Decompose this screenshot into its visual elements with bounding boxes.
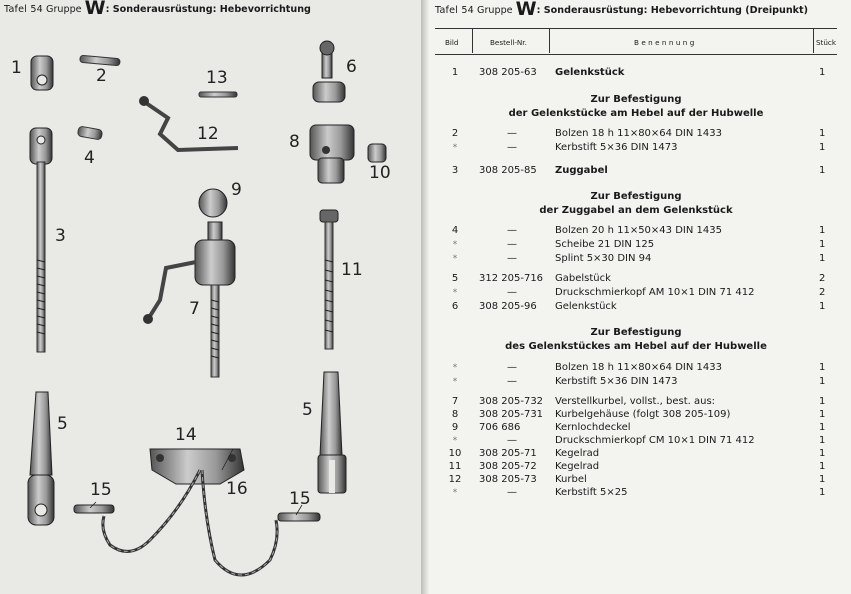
part-3-drawbar: [30, 128, 52, 352]
part-15-pin-right: [278, 513, 320, 521]
cell-bestell-nr: 308 205-96: [479, 301, 537, 312]
cell-benennung: Scheibe 21 DIN 125: [555, 239, 655, 250]
cell-benennung: Verstellkurbel, vollst., best. aus:: [555, 396, 716, 407]
cell-bestell-nr: 308 205-63: [479, 67, 537, 78]
cell-bestell-nr: —: [507, 362, 517, 373]
cell-bild: 4: [451, 225, 459, 236]
cell-benennung: Kegelrad: [555, 448, 600, 459]
section-header: Zur Befestigung: [590, 327, 682, 338]
cell-bild: 8: [451, 409, 459, 420]
col-divider: [813, 28, 814, 53]
right-group-letter: W: [515, 0, 537, 20]
cell-bild: 1: [451, 67, 459, 78]
part-5-fork-left: [28, 392, 54, 525]
table-row: [435, 301, 837, 314]
cell-stueck: 1: [819, 301, 826, 312]
cell-benennung: Zuggabel: [555, 165, 608, 176]
table-row: [435, 128, 837, 141]
part-12-crank: [146, 103, 238, 150]
cell-benennung: Kerbstift 5×36 DIN 1473: [555, 142, 678, 153]
cell-stueck: 2: [819, 287, 826, 298]
cell-stueck: 1: [819, 448, 826, 459]
section-header: Zur Befestigung: [590, 191, 682, 202]
cell-benennung: Splint 5×30 DIN 94: [555, 253, 652, 264]
callout-5-right: 5: [302, 400, 313, 420]
callout-7: 7: [189, 299, 200, 319]
parts-table-header: [435, 28, 837, 55]
table-row: [435, 448, 837, 461]
parts-drawing: [0, 0, 421, 594]
left-title: : Sonderausrüstung: Hebevorrichtung: [105, 4, 311, 15]
cell-bestell-nr: 308 205-731: [479, 409, 544, 420]
right-gruppe: Gruppe: [477, 5, 513, 16]
cell-stueck: 1: [819, 461, 826, 472]
cell-bestell-nr: 308 205-85: [479, 165, 537, 176]
table-row: [435, 273, 837, 286]
cell-bestell-nr: 308 205-73: [479, 474, 537, 485]
cell-bestell-nr: 308 205-71: [479, 448, 537, 459]
callout-12: 12: [197, 124, 219, 144]
part-16-chain: [103, 470, 277, 575]
table-row: [435, 287, 837, 300]
cell-stueck: 2: [819, 273, 826, 284]
cell-stueck: 1: [819, 239, 826, 250]
cell-benennung: Druckschmierkopf AM 10×1 DIN 71 412: [555, 287, 755, 298]
table-row: [435, 474, 837, 487]
cell-benennung: Gelenkstück: [555, 67, 625, 78]
cell-benennung: Gabelstück: [555, 273, 611, 284]
cell-bild: 3: [451, 165, 459, 176]
cell-benennung: Kernlochdeckel: [555, 422, 631, 433]
cell-bild: 5: [451, 273, 459, 284]
table-row: [435, 165, 837, 178]
col-bild: Bild: [445, 38, 459, 47]
cell-bild: 6: [451, 301, 459, 312]
cell-stueck: 1: [819, 474, 826, 485]
col-stueck: Stück: [816, 38, 837, 47]
cell-bestell-nr: 308 205-732: [479, 396, 544, 407]
cell-stueck: 1: [819, 376, 826, 387]
cell-bild: *: [452, 254, 458, 264]
cell-stueck: 1: [819, 67, 826, 78]
callout-13: 13: [206, 68, 228, 88]
callout-16: 16: [226, 479, 248, 499]
callout-14: 14: [175, 425, 197, 445]
left-page-illustration: [0, 0, 421, 594]
cell-bild: *: [452, 240, 458, 250]
part-8-housing: [310, 125, 354, 183]
callout-15-right: 15: [289, 489, 311, 509]
table-row: [435, 239, 837, 252]
cell-bild: *: [452, 436, 458, 446]
table-row: [435, 435, 837, 448]
section-header: der Gelenkstücke am Hebel auf der Hubwelle: [508, 108, 764, 119]
table-row: [435, 422, 837, 435]
left-tafel: Tafel 54: [4, 4, 43, 15]
cell-bild: 2: [451, 128, 459, 139]
part-15-pin-left: [74, 505, 114, 513]
cell-bild: 10: [448, 448, 462, 459]
cell-benennung: Kurbelgehäuse (folgt 308 205-109): [555, 409, 731, 420]
cell-benennung: Kegelrad: [555, 461, 600, 472]
right-tafel: Tafel 54: [435, 5, 474, 16]
cell-bestell-nr: —: [507, 225, 517, 236]
right-title: : Sonderausrüstung: Hebevorrichtung (Dreipunkt): [536, 5, 809, 16]
cell-bestell-nr: —: [507, 253, 517, 264]
cell-stueck: 1: [819, 409, 826, 420]
cell-bild: *: [452, 488, 458, 498]
part-6-joint: [313, 41, 345, 102]
parts-table: [435, 28, 837, 570]
callout-11: 11: [341, 260, 363, 280]
cell-bestell-nr: —: [507, 435, 517, 446]
cell-bestell-nr: —: [507, 142, 517, 153]
part-4-bolt: [77, 126, 102, 140]
callout-3: 3: [55, 226, 66, 246]
cell-bild: 9: [451, 422, 459, 433]
callout-9: 9: [231, 180, 242, 200]
cell-bild: *: [452, 363, 458, 373]
callout-4: 4: [84, 148, 95, 168]
cell-bild: *: [452, 377, 458, 387]
cell-bestell-nr: —: [507, 287, 517, 298]
cell-bestell-nr: —: [507, 128, 517, 139]
cell-bild: *: [452, 288, 458, 298]
table-row: [435, 362, 837, 375]
cell-bestell-nr: 706 686: [479, 422, 521, 433]
right-page-heading: [435, 0, 809, 20]
col-divider: [549, 28, 550, 53]
callout-2: 2: [96, 66, 107, 86]
col-bestell-nr: Bestell-Nr.: [490, 38, 527, 47]
cell-bild: 11: [448, 461, 462, 472]
left-group-letter: W: [84, 0, 106, 19]
part-11-spindle: [320, 210, 338, 349]
table-row: [435, 487, 837, 500]
cell-stueck: 1: [819, 225, 826, 236]
cell-stueck: 1: [819, 128, 826, 139]
callout-5-left: 5: [57, 414, 68, 434]
section-header: des Gelenkstückes am Hebel auf der Hubwelle: [505, 341, 767, 352]
cell-stueck: 1: [819, 435, 826, 446]
cell-benennung: Druckschmierkopf CM 10×1 DIN 71 412: [555, 435, 755, 446]
part-2-pin: [80, 55, 120, 65]
cell-bild: 12: [448, 474, 462, 485]
cell-bestell-nr: 312 205-716: [479, 273, 544, 284]
book-gutter: [421, 0, 429, 594]
cell-benennung: Gelenkstück: [555, 301, 617, 312]
table-row: [435, 225, 837, 238]
cell-bild: 7: [451, 396, 459, 407]
right-page-parts-list: [429, 0, 851, 594]
col-benennung: Benennung: [634, 38, 697, 47]
callout-10: 10: [369, 163, 391, 183]
cell-stueck: 1: [819, 253, 826, 264]
table-row: [435, 67, 837, 80]
callout-1: 1: [11, 58, 22, 78]
cell-stueck: 1: [819, 396, 826, 407]
cell-bestell-nr: —: [507, 376, 517, 387]
part-9-cap: [199, 189, 227, 217]
left-gruppe: Gruppe: [46, 4, 82, 15]
cell-stueck: 1: [819, 362, 826, 373]
callout-15-left: 15: [90, 480, 112, 500]
section-header: Zur Befestigung: [590, 94, 682, 105]
section-header: der Zuggabel an dem Gelenkstück: [539, 205, 733, 216]
part-5-fork-right: [318, 372, 346, 493]
cell-bild: *: [452, 143, 458, 153]
table-row: [435, 253, 837, 266]
part-1-joint: [31, 56, 53, 90]
cell-benennung: Bolzen 20 h 11×50×43 DIN 1435: [555, 225, 722, 236]
cell-bestell-nr: —: [507, 487, 517, 498]
cell-stueck: 1: [819, 422, 826, 433]
callout-8: 8: [289, 132, 300, 152]
col-divider: [472, 28, 473, 53]
callout-6: 6: [346, 57, 357, 77]
cell-bestell-nr: —: [507, 239, 517, 250]
part-10-gear: [368, 144, 386, 162]
cell-stueck: 1: [819, 142, 826, 153]
cell-stueck: 1: [819, 487, 826, 498]
cell-benennung: Kurbel: [555, 474, 587, 485]
cell-benennung: Bolzen 18 h 11×80×64 DIN 1433: [555, 362, 722, 373]
cell-benennung: Kerbstift 5×36 DIN 1473: [555, 376, 678, 387]
cell-benennung: Kerbstift 5×25: [555, 487, 628, 498]
table-row: [435, 461, 837, 474]
table-row: [435, 142, 837, 155]
table-row: [435, 409, 837, 422]
table-row: [435, 396, 837, 409]
table-row: [435, 376, 837, 389]
cell-benennung: Bolzen 18 h 11×80×64 DIN 1433: [555, 128, 722, 139]
part-13-pin: [199, 92, 237, 97]
cell-bestell-nr: 308 205-72: [479, 461, 537, 472]
cell-stueck: 1: [819, 165, 826, 176]
